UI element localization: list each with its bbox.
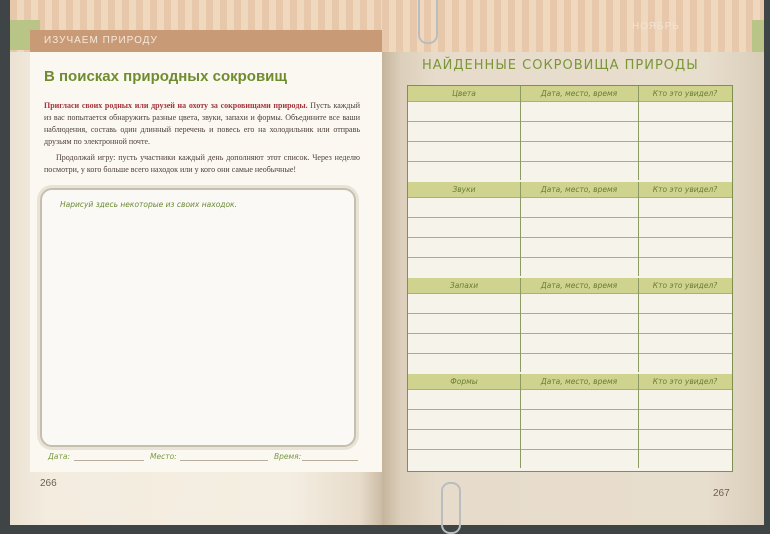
date-line[interactable] xyxy=(74,460,144,461)
right-page-number: 267 xyxy=(713,488,730,499)
table-row[interactable] xyxy=(408,197,732,218)
right-header-label: НОЯБРЬ xyxy=(632,21,680,32)
intro-rest: Пусть каждый из вас попытается обнаружить разные цвета, звуки, запахи и формы. Объедините все ваши наблюдения, составь один длинный перечень и повесь его на холодильник или отправь друзьям по электронной почте. xyxy=(44,101,361,146)
section-name: Цвета xyxy=(452,89,476,98)
time-line[interactable] xyxy=(302,460,358,461)
table-row[interactable] xyxy=(408,257,732,278)
column-divider xyxy=(638,182,639,276)
table-title: НАЙДЕННЫЕ СОКРОВИЩА ПРИРОДЫ xyxy=(422,58,699,73)
drawing-area[interactable] xyxy=(40,188,356,447)
table-row[interactable] xyxy=(408,313,732,334)
column-divider xyxy=(520,86,521,180)
column-divider xyxy=(638,278,639,372)
column-who: Кто это увидел? xyxy=(652,281,718,290)
left-page-number: 266 xyxy=(40,478,57,489)
section-name: Формы xyxy=(450,377,478,386)
intro-paragraph xyxy=(44,100,360,148)
column-date: Дата, место, время xyxy=(540,377,618,386)
table-section xyxy=(408,374,732,470)
paper-clip-bottom xyxy=(441,482,461,534)
column-date: Дата, место, время xyxy=(540,185,618,194)
table-row[interactable] xyxy=(408,161,732,182)
table-row[interactable] xyxy=(408,141,732,162)
left-header-label: ИЗУЧАЕМ ПРИРОДУ xyxy=(30,30,382,52)
column-who: Кто это увидел? xyxy=(652,377,718,386)
section-name: Звуки xyxy=(452,185,476,194)
table-row[interactable] xyxy=(408,101,732,122)
column-date: Дата, место, время xyxy=(540,281,618,290)
table-row[interactable] xyxy=(408,217,732,238)
column-date: Дата, место, время xyxy=(540,89,618,98)
table-section xyxy=(408,278,732,374)
table-row[interactable] xyxy=(408,293,732,314)
paper-clip-top xyxy=(418,0,438,44)
section-title: В поисках природных сокровищ xyxy=(44,68,288,85)
place-line[interactable] xyxy=(180,460,268,461)
table-section xyxy=(408,182,732,278)
table-row[interactable] xyxy=(408,353,732,374)
table-row[interactable] xyxy=(408,449,732,470)
drawing-hint: Нарисуй здесь некоторые из своих находок. xyxy=(60,200,237,209)
column-divider xyxy=(638,374,639,468)
date-label: Дата: xyxy=(48,452,70,461)
place-label: Место: xyxy=(150,452,177,461)
second-paragraph: Продолжай игру: пусть участники каждый день дополняют этот список. Через неделю посмотри, у кого больше всего находок или у кого они самые необычные! xyxy=(44,153,360,174)
column-who: Кто это увидел? xyxy=(652,89,718,98)
table-row[interactable] xyxy=(408,333,732,354)
table-row[interactable] xyxy=(408,389,732,410)
table-row[interactable] xyxy=(408,237,732,258)
table-section xyxy=(408,86,732,182)
column-divider xyxy=(520,278,521,372)
treasure-table xyxy=(407,85,733,472)
column-divider xyxy=(638,86,639,180)
intro-lead: Пригласи своих родных или друзей на охоту за сокровищами природы. xyxy=(44,101,308,110)
right-green-tab xyxy=(752,20,764,52)
time-label: Время: xyxy=(274,452,302,461)
column-who: Кто это увидел? xyxy=(652,185,718,194)
column-divider xyxy=(520,182,521,276)
table-row[interactable] xyxy=(408,121,732,142)
section-name: Запахи xyxy=(449,281,479,290)
table-row[interactable] xyxy=(408,429,732,450)
column-divider xyxy=(520,374,521,468)
table-row[interactable] xyxy=(408,409,732,430)
